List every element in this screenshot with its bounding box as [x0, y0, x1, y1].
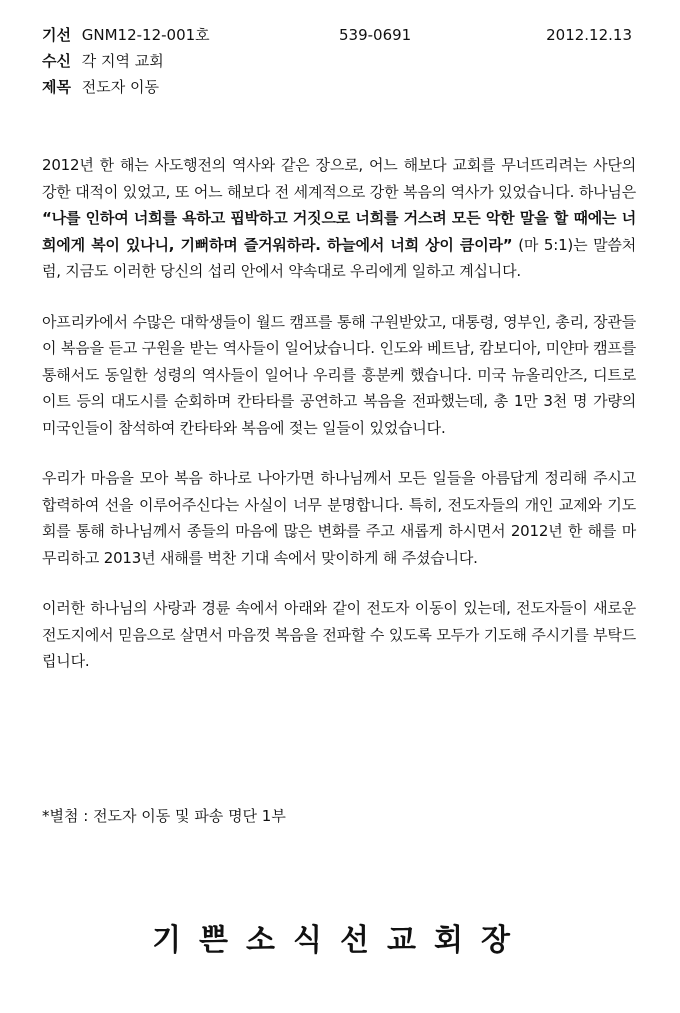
- scripture-quote: “나를 인하여 너희를 욕하고 핍박하고 거짓으로 너희를 거스려 모든 악한 말을 할 때에는 너희에게 복이 있나니, 기뻐하며 즐거워하라. 하늘에서 너희 상이 큼이라”: [42, 209, 636, 254]
- document-date: 2012.12.13: [546, 26, 632, 44]
- doc-number: GNM12-12-001호: [81, 26, 210, 44]
- doc-number-label: 기선: [42, 26, 71, 44]
- paragraph-4: 이러한 하나님의 사랑과 경륜 속에서 아래와 같이 전도자 이동이 있는데, 전도자들이 새로운 전도지에서 믿음으로 살면서 마음껏 복음을 전파할 수 있도록 모두가 기도해 주시기를 부탁드립니다.: [42, 599, 636, 670]
- subject-row: [42, 74, 642, 100]
- recipient-label: 수신: [42, 52, 71, 70]
- paragraph-2: 아프리카에서 수많은 대학생들이 월드 캠프를 통해 구원받았고, 대통령, 영부인, 총리, 장관들이 복음을 듣고 구원을 받는 역사들이 일어났습니다. 인도와 베트남, 캄보디아, 미얀마 캠프를 통해서도 동일한 성령의 역사들이 일어나 우리를 흥분케 했습니다. 미국 뉴올리안즈, 디트로이트 등의 대도시를 순회하며 칸타타를 공연하고 복음을 전파했는데, 총 1만 3천 명 가량의 미국인들이 참석하여 칸타타와 복음에 젖는 일들이 있었습니다.: [42, 312, 636, 437]
- letter-body: [42, 152, 636, 699]
- document-header: [42, 22, 642, 100]
- doc-number-row: [42, 22, 642, 48]
- attachment-note: *별첨 : 전도자 이동 및 파송 명단 1부: [42, 807, 286, 825]
- paragraph-3: 우리가 마음을 모아 복음 하나로 나아가면 하나님께서 모든 일들을 아름답게 정리해 주시고 합력하여 선을 이루어주신다는 사실이 너무 분명합니다. 특히, 전도자들의 개인 교제와 기도회를 통해 하나님께서 종들의 마음에 많은 변화를 주고 새롭게 하시면서 2012년 한 해를 마무리하고 2013년 새해를 벅찬 기대 속에서 맞이하게 해 주셨습니다.: [42, 469, 636, 567]
- phone-number: 539-0691: [339, 26, 412, 44]
- recipient: 각 지역 교회: [81, 52, 164, 70]
- signature: 기쁜소식선교회장: [152, 923, 528, 958]
- paragraph-1: [42, 152, 636, 285]
- subject-label: 제목: [42, 78, 71, 96]
- recipient-row: [42, 48, 642, 74]
- paragraph-1-intro: 2012년 한 해는 사도행전의 역사와 같은 장으로, 어느 해보다 교회를 무너뜨리려는 사단의 강한 대적이 있었고, 또 어느 해보다 전 세계적으로 강한 복음의 역사가 있었습니다. 하나님은: [42, 156, 636, 201]
- subject: 전도자 이동: [81, 78, 159, 96]
- paragraph-1-end: (마 5:1)는 말씀처럼, 지금도 이러한 당신의 섭리 안에서 약속대로 우리에게 일하고 계십니다.: [42, 235, 636, 280]
